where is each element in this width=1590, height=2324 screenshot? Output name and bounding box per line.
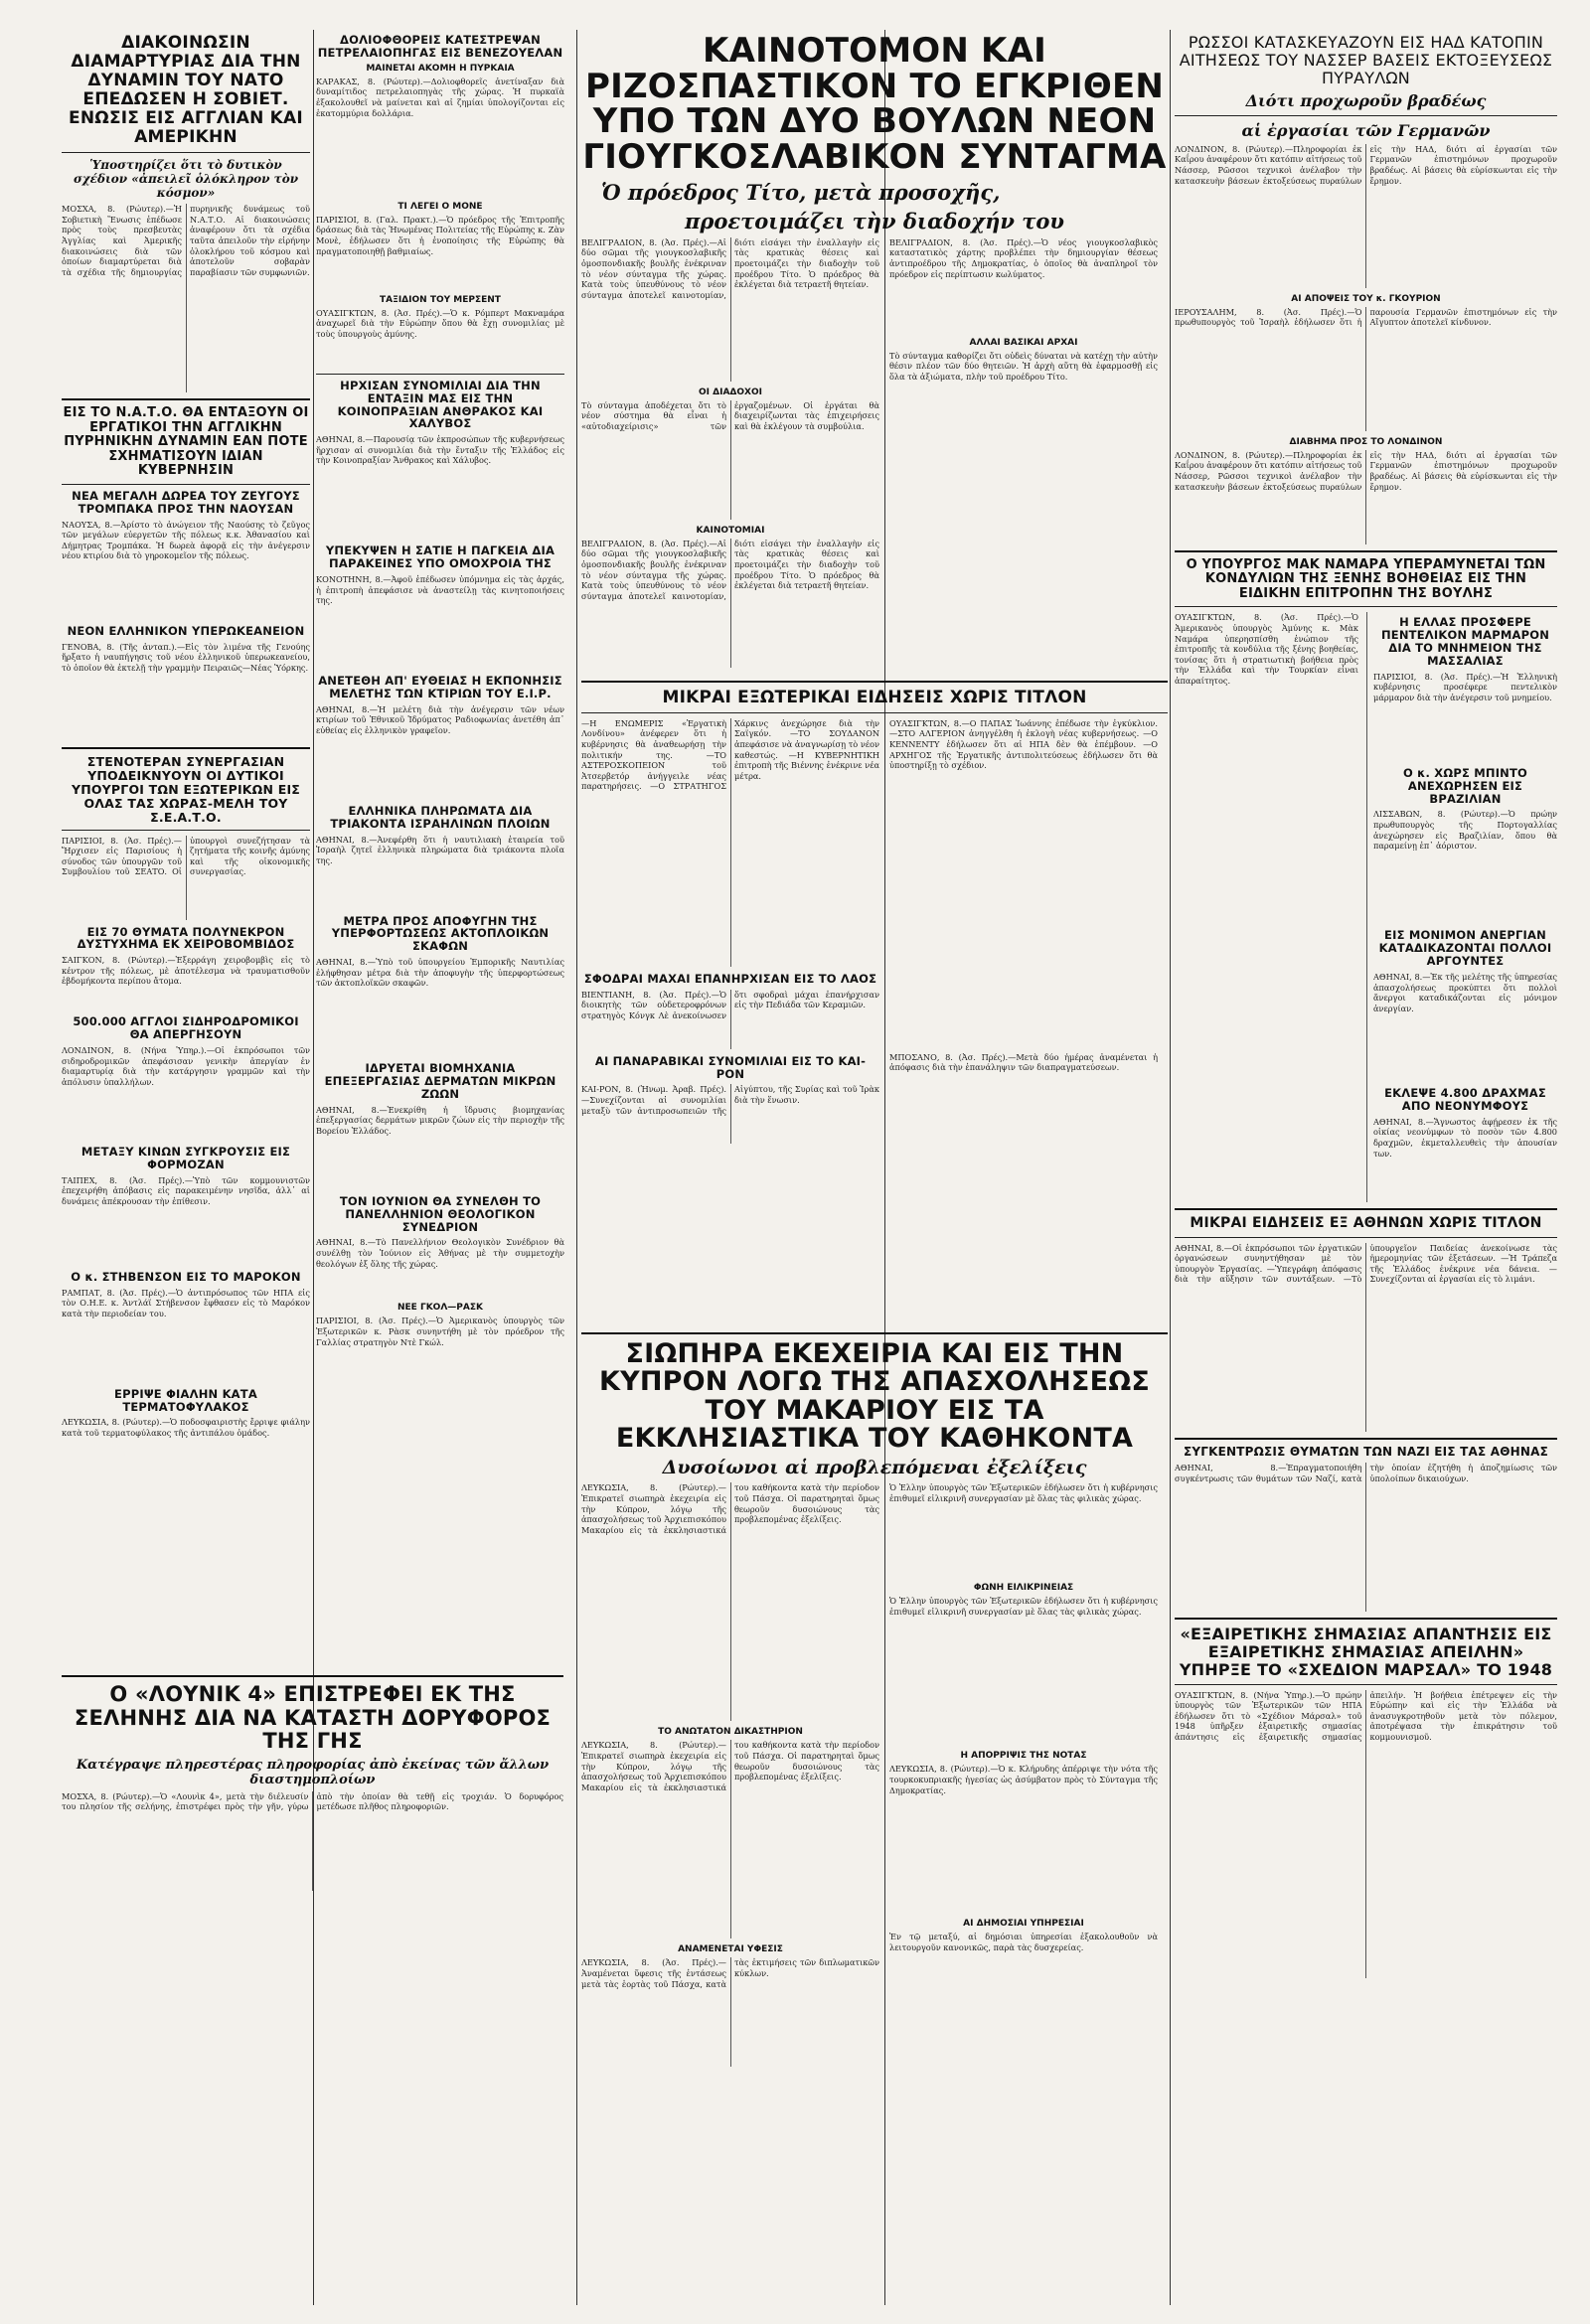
article-body: ΑΘΗΝΑΙ, 8.—Ἐνεκρίθη ἡ ἵδρυσις βιομηχανίας ἐπεξεργασίας δερμάτων μικρῶν ζώων εἰς τὴν περιοχὴν τῆς Βορείου Ἑλλάδος. xyxy=(316,1104,564,1136)
headline-unemployment: ΕΙΣ ΜΟΝΙΜΟΝ ΑΝΕΡΓΙΑΝ ΚΑΤΑΔΙΚΑΖΟΝΤΑΙ ΠΟΛΛΟΙ ΑΡΓΟΥΝΤΕΣ xyxy=(1378,928,1552,969)
headline-foreign-briefs: ΜΙΚΡΑΙ ΕΞΩΤΕΡΙΚΑΙ ΕΙΔΗΣΕΙΣ ΧΩΡΙΣ ΤΙΤΛΟΝ xyxy=(662,687,1087,707)
article-body: ΚΑΙ-ΡΟΝ, 8. (Ἡνωμ. Ἀραβ. Πρές).—Συνεχίζονται αἱ συνομιλίαι μεταξὺ τῶν ἀντιπροσωπειῶν τῆς Αἰγύπτου, τῆς Συρίας καὶ τοῦ Ἰρὰκ διὰ τὴν ἕνωσιν. xyxy=(581,1084,879,1116)
headline-yugoslav-constitution: ΚΑΙΝΟΤΟΜΟΝ ΚΑΙ ΡΙΖΟΣΠΑΣΤΙΚΟΝ ΤΟ ΕΓΚΡΙΘΕΝ ΥΠΟ ΤΩΝ ΔΥΟ ΒΟΥΛΩΝ ΝΕΟΝ ΓΙΟΥΓΚΟΣΛΑΒΙΚΟΝ ΣΥΝΤΑΓΜΑ xyxy=(582,31,1167,178)
headline-venezuela-sabotage: ΔΟΛΙΟΦΘΟΡΕΙΣ ΚΑΤΕΣΤΡΕΨΑΝ ΠΕΤΡΕΛΑΙΟΠΗΓΑΣ ΕΙΣ ΒΕΝΕΖΟΥΕΛΑΝ xyxy=(317,33,563,60)
column-rule xyxy=(313,30,314,2305)
article-body: ΑΘΗΝΑΙ, 8.—Ἐπραγματοποιήθη συγκέντρωσις τῶν θυμάτων τῶν Ναζί, κατὰ τὴν ὁποίαν ἐζητήθη ἡ ἀποζημίωσις τῶν ὑπολοίπων δικαιούχων. xyxy=(1175,1462,1557,1483)
divider xyxy=(1175,1684,1557,1685)
divider xyxy=(1175,1438,1557,1440)
briefs-columns xyxy=(581,718,1168,1151)
section-heading: Η ΑΠΟΡΡΙΨΙΣ ΤΗΣ ΝΟΤΑΣ xyxy=(960,1751,1087,1762)
cyprus-article xyxy=(581,1326,1168,2087)
section-heading: ΝΕΕ ΓΚΟΛ—ΡΑΣΚ xyxy=(398,1303,483,1314)
headline-grenade-accident: ΕΙΣ 70 ΘΥΜΑΤΑ ΠΟΛΥΝΕΚΡΟΝ ΔΥΣΤΥΧΗΜΑ ΕΚ ΧΕΙΡΟΒΟΜΒΙΔΟΣ xyxy=(77,924,295,952)
divider xyxy=(1175,1208,1557,1210)
headline-seato: ΣΤΕΝΟΤΕΡΑΝ ΣΥΝΕΡΓΑΣΙΑΝ ΥΠΟΔΕΙΚΝΥΟΥΝ ΟΙ ΔΥΤΙΚΟΙ ΥΠΟΥΡΓΟΙ ΤΩΝ ΕΞΩΤΕΡΙΚΩΝ ΕΙΣ ΟΛΑΣ ΤΑΣ ΧΩΡΑΣ-ΜΕΛΗ ΤΟΥ Σ.Ε.Α.Τ.Ο. xyxy=(71,753,301,825)
column-rule xyxy=(576,30,577,2305)
section-heading: ΤΙ ΛΕΓΕΙ Ο ΜΟΝΕ xyxy=(398,201,483,212)
subheadline: Ὑποστηρίζει ὅτι τὸ δυτικὸν σχέδιον «ἀπειλεῖ ὁλόκληρον τὸν κόσμον» xyxy=(73,158,299,201)
article-body: ΛΙΣΣΑΒΩΝ, 8. (Ρώυτερ).—Ὁ πρώην πρωθυπουργὸς τῆς Πορτογαλλίας ἀνεχώρησεν εἰς Βραζιλίαν, ὅπου θὰ παραμείνῃ ἐπ᾽ ἀόριστον. xyxy=(1373,809,1557,852)
article-body: ΛΟΝΔΙΝΟΝ, 8. (Ρώυτερ).—Πληροφορίαι ἐκ Καΐρου ἀναφέρουν ὅτι κατόπιν αἰτήσεως τοῦ Νάσσερ, Ρῶσσοι τεχνικοὶ ἀνέλαβον τὴν κατασκευὴν βάσεων ἐκτοξεύσεως πυραύλων εἰς τὴν ΗΑΔ, διότι αἱ ἐργασίαι τῶν Γερμανῶν ἐπιστημόνων προχωροῦν βραδέως. Αἱ βάσεις θὰ εὑρίσκωνται εἰς τὴν ἔρημον. xyxy=(1175,143,1557,186)
lead-article-columns xyxy=(581,237,1168,675)
headline-mcnamara-aid: Ο ΥΠΟΥΡΓΟΣ ΜΑΚ ΝΑΜΑΡΑ ΥΠΕΡΑΜΥΝΕΤΑΙ ΤΩΝ ΚΟΝΔΥΛΙΩΝ ΤΗΣ ΞΕΝΗΣ ΒΟΗΘΕΙΑΣ ΕΙΣ ΤΗΝ ΕΙΔΙΚΗΝ ΕΠΙΤΡΟΠΗΝ ΤΗΣ ΒΟΥΛΗΣ xyxy=(1186,556,1546,601)
article-body: ΠΑΡΙΣΙΟΙ, 8. (Ἀσ. Πρές).—Ἡ Ἑλληνικὴ κυβέρνησις προσέφερε πεντελικὸν μάρμαρον διὰ τὴν ἀνέγερσιν τοῦ μνημείου. xyxy=(1373,671,1557,703)
column-5 xyxy=(1175,30,1557,2310)
article-body: ΟΥΑΣΙΓΚΤΩΝ, 8. (Νήνα Ὑπηρ.).—Ὁ πρώην ὑπουργὸς τῶν Ἐξωτερικῶν τῶν ΗΠΑ ἐδήλωσεν ὅτι τὸ «Σχέδιον Μάρσαλ» τοῦ 1948 ὑπῆρξεν ἐξαιρετικῆς σημασίας ἀπάντησις εἰς ἐξαιρετικῆς σημασίας ἀπειλήν. Ἡ βοήθεια ἐπέτρεψεν εἰς τὴν Εὐρώπην καὶ εἰς τὴν Ἑλλάδα νὰ ἀνασυγκροτηθοῦν μετὰ τὸν πόλεμον, ἀποτρέψασα τὴν ἐπικράτησιν τοῦ κομμουνισμοῦ. xyxy=(1175,1689,1557,1743)
section-heading: ΤΑΞΙΔΙΟΝ ΤΟΥ ΜΕΡΣΕΝΤ xyxy=(380,294,501,305)
article-body: ΠΑΡΙΣΙΟΙ, 8. (Ἀσ. Πρές).—Ἤρχισεν εἰς Παρισίους ἡ σύνοδος τῶν ὑπουργῶν τοῦ Συμβουλίου τοῦ ΣΕΑΤΟ. Οἱ ὑπουργοὶ συνεζήτησαν τὰ ζητήματα τῆς κοινῆς ἀμύνης καὶ τῆς οἰκονομικῆς συνεργασίας. xyxy=(62,835,310,877)
column-2 xyxy=(316,30,564,1659)
article-body: ΝΑΟΥΣΑ, 8.—Ἀρίστο τὸ ἀνώγειον τῆς Ναούσης τὸ ζεῦγος τῶν μεγάλων εὐεργετῶν τῆς πόλεως κ.κ. Ἀθανασίου καὶ Δήμητρας Τρομπάκα. Ἡ δωρεὰ ἀφορᾷ εἰς τὴν ἀνέγερσιν νέου κτιρίου διὰ τὸ γηροκομεῖον τῆς πόλεως. xyxy=(62,519,310,561)
lunik-article xyxy=(62,1669,563,1897)
article-body: ΛΟΝΔΙΝΟΝ, 8. (Ρώυτερ).—Πληροφορίαι ἐκ Καΐρου ἀναφέρουν ὅτι κατόπιν αἰτήσεως τοῦ Νάσσερ, Ρῶσσοι τεχνικοὶ ἀνέλαβον τὴν κατασκευὴν βάσεων ἐκτοξεύσεως πυραύλων εἰς τὴν ΗΑΔ, διότι αἱ ἐργασίαι τῶν Γερμανῶν ἐπιστημόνων προχωροῦν βραδέως. Αἱ βάσεις θὰ εὑρίσκωνται εἰς τὴν ἔρημον. xyxy=(1175,449,1557,492)
article-body: ΑΘΗΝΑΙ, 8.—Οἱ ἐκπρόσωποι τῶν ἐργατικῶν ὀργανώσεων συνηντήθησαν μὲ τὸν ὑπουργὸν Ἐργασίας. —Ὑπεγράφη ἀπόφασις διὰ τὴν αὔξησιν τῶν συντάξεων. —Τὸ ὑπουργεῖον Παιδείας ἀνεκοίνωσε τὰς ἡμερομηνίας τῶν ἐξετάσεων. —Ἡ Τράπεζα τῆς Ἑλλάδος ἐνέκρινε νέα δάνεια. —Συνεχίζονται αἱ ἐργασίαι εἰς τὸ λιμάνι. xyxy=(1175,1242,1557,1285)
article-body: ΑΘΗΝΑΙ, 8.—Τὸ Πανελλήνιον Θεολογικὸν Συνέδριον θὰ συνέλθῃ τὸν Ἰούνιον εἰς Ἀθήνας μὲ τὴν συμμετοχὴν θεολόγων ἐξ ὅλης τῆς χώρας. xyxy=(316,1237,564,1269)
article-body: ΛΕΥΚΩΣΙΑ, 8. (Ρώυτερ).—Ὁ κ. Κλήρυδης ἀπέρριψε τὴν νότα τῆς τουρκοκυπριακῆς ἡγεσίας ὡς ἀσύμβατον πρὸς τὸ Σύνταγμα τῆς Δημοκρατίας. xyxy=(889,1764,1158,1795)
briefs-right xyxy=(889,718,1158,1151)
headline-leather-industry: ΙΔΡΥΕΤΑΙ ΒΙΟΜΗΧΑΝΙΑ ΕΠΕΞΕΡΓΑΣΙΑΣ ΔΕΡΜΑΤΩΝ ΜΙΚΡΩΝ ΖΩΩΝ xyxy=(324,1061,556,1101)
divider xyxy=(62,398,310,400)
article-body: ΚΑΡΑΚΑΣ, 8. (Ρώυτερ).—Δολιοφθορεῖς ἀνετίναξαν διὰ δυναμίτιδος πετρελαιοπηγὰς τῆς χώρας. Ἡ πυρκαϊὰ ἐξακολουθεῖ νὰ μαίνεται καὶ αἱ ζημίαι ὑπολογίζονται εἰς ἑκατομμύρια δολλάρια. xyxy=(316,76,564,118)
divider xyxy=(62,747,310,749)
divider xyxy=(62,152,310,153)
divider xyxy=(581,712,1168,713)
article-body: ΑΘΗΝΑΙ, 8.—Ἡ μελέτη διὰ τὴν ἀνέγερσιν τῶν νέων κτιρίων τοῦ Ἐθνικοῦ Ἱδρύματος Ραδιοφωνίας ἀνετέθη ἀπ᾽ εὐθείας εἰς ἑλληνικὸν γραφεῖον. xyxy=(316,703,564,735)
lead-column-right xyxy=(889,237,1158,675)
article-body: ΛΕΥΚΩΣΙΑ, 8. (Ρώυτερ).—Ἐπικρατεῖ σιωπηρὰ ἐκεχειρία εἰς τὴν Κύπρον, λόγῳ τῆς ἀπασχολήσεως τοῦ Ἀρχιεπισκόπου Μακαρίου εἰς τὰ ἐκκλησιαστικά του καθήκοντα κατὰ τὴν περίοδον τοῦ Πάσχα. Οἱ παρατηρηταὶ ὅμως θεωροῦν δυσοιώνους τὰς προβλεπομένας ἐξελίξεις. xyxy=(581,1482,879,1535)
cyprus-left xyxy=(581,1482,879,2087)
divider xyxy=(316,374,564,375)
article-body: ΛΕΥΚΩΣΙΑ, 8. (Ρώυτερ).—Ὁ ποδοσφαιριστὴς ἔρριψε φιάλην κατὰ τοῦ τερματοφύλακος τῆς ἀντιπάλου ὁμάδος. xyxy=(62,1417,310,1439)
briefs-left xyxy=(581,718,879,1151)
article-body: ΜΟΣΧΑ, 8. (Ρώυτερ).—Ἡ Σοβιετικὴ Ἕνωσις ἐπέδωσε πρὸς τοὺς πρεσβευτὰς Ἀγγλίας καὶ Ἀμερικῆς διακοινώσεις διὰ τῶν ὁποίων διαμαρτύρεται διὰ τὰ σχέδια τῆς δημιουργίας πυρηνικῆς δυνάμεως τοῦ Ν.Α.Τ.Ο. Αἱ διακοινώσεις ἀναφέρουν ὅτι τὰ σχέδια ταῦτα ἀπειλοῦν τὴν εἰρήνην ὁλοκλήρου τοῦ κόσμου καὶ ἀποτελοῦν σοβαρὰν παραβίασιν τῶν συμφωνιῶν. xyxy=(62,204,310,277)
headline-ship-overload: ΜΕΤΡΑ ΠΡΟΣ ΑΠΟΦΥΓΗΝ ΤΗΣ ΥΠΕΡΦΟΡΤΩΣΕΩΣ ΑΚΤΟΠΛΟΙΚΩΝ ΣΚΑΦΩΝ xyxy=(331,913,550,954)
headline-marshall-plan: «ΕΞΑΙΡΕΤΙΚΗΣ ΣΗΜΑΣΙΑΣ ΑΠΑΝΤΗΣΙΣ ΕΙΣ ΕΞΑΙΡΕΤΙΚΗΣ ΣΗΜΑΣΙΑΣ ΑΠΕΙΛΗΝ» ΥΠΗΡΞΕ ΤΟ «ΣΧΕΔΙΟΝ ΜΑΡΣΑΛ» ΤΟ 1948 xyxy=(1179,1624,1553,1679)
article-body: ΛΕΥΚΩΣΙΑ, 8. (Ρώυτερ).—Ἐπικρατεῖ σιωπηρὰ ἐκεχειρία εἰς τὴν Κύπρον, λόγῳ τῆς ἀπασχολήσεως τοῦ Ἀρχιεπισκόπου Μακαρίου εἰς τὰ ἐκκλησιαστικά του καθήκοντα κατὰ τὴν περίοδον τοῦ Πάσχα. Οἱ παρατηρηταὶ ὅμως θεωροῦν δυσοιώνους τὰς προβλεπομένας ἐξελίξεις. xyxy=(581,1740,879,1792)
divider xyxy=(62,830,310,831)
article-body: ΙΕΡΟΥΣΑΛΗΜ, 8. (Ἀσ. Πρές).—Ὁ πρωθυπουργὸς τοῦ Ἰσραὴλ ἐδήλωσεν ὅτι ἡ παρουσία Γερμανῶν ἐπιστημόνων εἰς τὴν Αἴγυπτον ἀποτελεῖ κίνδυνον. xyxy=(1175,306,1557,328)
article-body: ΛΕΥΚΩΣΙΑ, 8. (Ἀσ. Πρές).—Ἀναμένεται ὕφεσις τῆς ἐντάσεως μετὰ τὰς ἑορτὰς τοῦ Πάσχα, κατὰ τὰς ἐκτιμήσεις τῶν διπλωματικῶν κύκλων. xyxy=(581,1957,879,1989)
col5-left xyxy=(1175,612,1358,1202)
subheadline: Δυσοίωνοι αἱ προβλεπόμεναι ἐξελίξεις xyxy=(662,1457,1087,1479)
subheadline: Κατέγραψε πληρεστέρας πληροφορίας ἀπὸ ἐκείνας τῶν ἄλλων διαστημοπλοίων xyxy=(76,1757,550,1787)
headline-coal-steel: ΗΡΧΙΣΑΝ ΣΥΝΟΜΙΛΙΑΙ ΔΙΑ ΤΗΝ ΕΝΤΑΞΙΝ ΜΑΣ ΕΙΣ ΤΗΝ ΚΟΙΝΟΠΡΑΞΙΑΝ ΑΝΘΡΑΚΟΣ ΚΑΙ ΧΑΛΥΒΟΣ xyxy=(337,378,544,431)
section-heading: ΑΝΑΜΕΝΕΤΑΙ ΥΦΕΣΙΣ xyxy=(678,1944,783,1955)
divider xyxy=(62,484,310,485)
article-body: Τὸ σύνταγμα καθορίζει ὅτι οὐδεὶς δύναται νὰ κατέχῃ τὴν αὐτὴν θέσιν πλέον τῶν δύο θητειῶν. Ἡ ἀρχὴ αὕτη θὰ ἐφαρμοσθῇ εἰς ὅλα τὰ ἀξιώματα, πλὴν τοῦ προέδρου Τίτο. xyxy=(889,350,1158,382)
divider xyxy=(62,1675,563,1677)
headline-formosa-clash: ΜΕΤΑΞΥ ΚΙΝΩΝ ΣΥΓΚΡΟΥΣΙΣ ΕΙΣ ΦΟΡΜΟΖΑΝ xyxy=(80,1145,291,1171)
headline-laos-battles: ΣΦΟΔΡΑΙ ΜΑΧΑΙ ΕΠΑΝΗΡΧΙΣΑΝ ΕΙΣ ΤΟ ΛΑΟΣ xyxy=(583,971,877,986)
headline-rail-strike: 500.000 ΑΓΓΛΟΙ ΣΙΔΗΡΟΔΡΟΜΙΚΟΙ ΘΑ ΑΠΕΡΓΗΣΟΥΝ xyxy=(73,1014,299,1042)
headline-nazi-victims: ΣΥΓΚΕΝΤΡΩΣΙΣ ΘΥΜΑΤΩΝ ΤΩΝ ΝΑΖΙ ΕΙΣ ΤΑΣ ΑΘΗΝΑΣ xyxy=(1183,1444,1549,1459)
headline-theft-newlyweds: ΕΚΛΕΨΕ 4.800 ΔΡΑΧΜΑΣ ΑΠΟ ΝΕΟΝΥΜΦΟΥΣ xyxy=(1384,1086,1546,1113)
cyprus-right xyxy=(889,1482,1158,2087)
headline-theological-congress: ΤΟΝ ΙΟΥΝΙΟΝ ΘΑ ΣΥΝΕΛΘΗ ΤΟ ΠΑΝΕΛΛΗΝΙΟΝ ΘΕΟΛΟΓΙΚΟΝ ΣΥΝΕΔΡΙΟΝ xyxy=(339,1193,542,1234)
subheadline: αἱ ἐργασίαι τῶν Γερμανῶν xyxy=(1241,120,1491,140)
headline-soviet-missile-bases: ΡΩΣΣΟΙ ΚΑΤΑΣΚΕΥΑΖΟΥΝ ΕΙΣ ΗΑΔ ΚΑΤΟΠΙΝ ΑΙΤΗΣΕΩΣ ΤΟΥ ΝΑΣΣΕΡ ΒΑΣΕΙΣ ΕΚΤΟΞΕΥΣΕΩΣ ΠΥΡΑΥΛΩΝ xyxy=(1179,33,1553,87)
section-heading: ΑΙ ΔΗΜΟΣΙΑΙ ΥΠΗΡΕΣΙΑΙ xyxy=(963,1919,1084,1930)
subheadline: Διότι προχωροῦν βραδέως xyxy=(1245,90,1487,110)
article-body: ΒΕΛΙΓΡΑΔΙΟΝ, 8. (Ἀσ. Πρές).—Αἱ δύο σῶμαι τῆς γιουγκοσλαβικῆς ὁμοσπονδιακῆς βουλῆς ἐνέκριναν τὸ νέον σύνταγμα τῆς χώρας. Κατὰ τοὺς ὑπευθύνους τὸ νέον σύνταγμα ἀποτελεῖ καινοτομίαν, διότι εἰσάγει τὴν ἐναλλαγὴν εἰς τὰς κρατικὰς θέσεις καὶ προετοιμάζει τὴν διαδοχὴν τοῦ προέδρου Τίτο. Ὁ πρόεδρος θὰ ἐκλέγεται διὰ τετραετῆ θητείαν. xyxy=(581,538,879,601)
article-body: Ὁ Ἑλλην ὑπουργὸς τῶν Ἐξωτερικῶν ἐδήλωσεν ὅτι ἡ κυβέρνησις ἐπιθυμεῖ εἰλικρινῆ συνεργασίαν μὲ ὅλας τὰς φιλικὰς χώρας. xyxy=(889,1482,1158,1503)
article-body: ΛΟΝΔΙΝΟΝ, 8. (Νήνα Ὑπηρ.).—Οἱ ἐκπρόσωποι τῶν σιδηροδρομικῶν ἀπεφάσισαν γενικὴν ἀπεργίαν ἐν διαμαρτυρίᾳ διὰ τὴν κατάργησιν γραμμῶν καὶ τὴν ἀπόλυσιν ὑπαλλήλων. xyxy=(62,1045,310,1087)
section-heading: ΚΑΙΝΟΤΟΜΙΑΙ xyxy=(696,525,765,536)
subheadline: ΜΑΙΝΕΤΑΙ ΑΚΟΜΗ Η ΠΥΡΚΑΙΑ xyxy=(366,63,515,74)
article-body: ΑΘΗΝΑΙ, 8.—Ὑπὸ τοῦ ὑπουργείου Ἐμπορικῆς Ναυτιλίας ἐλήφθησαν μέτρα διὰ τὴν ἀποφυγὴν τῆς ὑπερφορτώσεως τῶν ἀκτοπλοϊκῶν σκαφῶν. xyxy=(316,957,564,989)
article-body: ΑΘΗΝΑΙ, 8.—Ἐκ τῆς μελέτης τῆς ὑπηρεσίας ἀπασχολήσεως προκύπτει ὅτι πολλοὶ ἄνεργοι καταδικάζονται εἰς μόνιμον ἀνεργίαν. xyxy=(1373,972,1557,1013)
subheadline: προετοιμάζει τὴν διαδοχήν του xyxy=(685,208,1064,233)
divider xyxy=(581,681,1168,683)
headline-israeli-ships: ΕΛΛΗΝΙΚΑ ΠΛΗΡΩΜΑΤΑ ΔΙΑ ΤΡΙΑΚΟΝΤΑ ΙΣΡΑΗΛΙΝΩΝ ΠΛΟΙΩΝ xyxy=(330,803,551,831)
section-heading: ΑΛΛΑΙ ΒΑΣΙΚΑΙ ΑΡΧΑΙ xyxy=(969,337,1078,348)
article-body: ΡΑΜΠΑΤ, 8. (Ἀσ. Πρές).—Ὁ ἀντιπρόσωπος τῶν ΗΠΑ εἰς τὸν Ο.Η.Ε. κ. Ἀντλάϊ Στήβενσον ἔφθασεν εἰς τὸ Μαρόκον κατὰ τὴν περιοδείαν του. xyxy=(62,1287,310,1318)
article-body: ΟΥΑΣΙΓΚΤΩΝ, 8. (Ἀσ. Πρές).—Ὁ κ. Ρόμπερτ Μακναμάρα ἀναχωρεῖ διὰ τὴν Εὐρώπην ὅπου θὰ ἔχῃ συνομιλίας μὲ τοὺς ὑπουργοὺς ἀμύνης. xyxy=(316,307,564,339)
headline-pentelic-marble: Η ΕΛΛΑΣ ΠΡΟΣΦΕΡΕ ΠΕΝΤΕΛΙΚΟΝ ΜΑΡΜΑΡΟΝ ΔΙΑ ΤΟ ΜΝΗΜΕΙΟΝ ΤΗΣ ΜΑΣΣΑΛΙΑΣ xyxy=(1380,615,1550,668)
divider xyxy=(1175,550,1557,552)
column-1 xyxy=(62,30,310,2310)
article-body: ΟΥΑΣΙΓΚΤΩΝ, 8. (Ἀσ. Πρές).—Ὁ Ἀμερικανὸς ὑπουργὸς Ἀμύνης κ. Μὰκ Ναμάρα ὑπερησπίσθη ἐνώπιον τῆς ἐπιτροπῆς τὰ κονδύλια τῆς ξένης βοηθείας, τονίσας ὅτι ἡ στρατιωτικὴ βοήθεια πρὸς τὴν Ἑλλάδα καὶ τὴν Τουρκίαν εἶναι ἀπαραίτητος. xyxy=(1175,612,1358,686)
headline-pinto-brazil: Ο κ. ΧΩΡΣ ΜΠΙΝΤΟ ΑΝΕΧΩΡΗΣΕΝ ΕΙΣ ΒΡΑΖΙΛΙΑΝ xyxy=(1402,765,1528,806)
headline-cyprus-truce: ΣΙΩΠΗΡΑ ΕΚΕΧΕΙΡΙΑ ΚΑΙ ΕΙΣ ΤΗΝ ΚΥΠΡΟΝ ΛΟΓΩ ΤΗΣ ΑΠΑΣΧΟΛΗΣΕΩΣ ΤΟΥ ΜΑΚΑΡΙΟΥ ΕΙΣ ΤΑ ΕΚΚΛΗΣΙΑΣΤΙΚΑ ΤΟΥ ΚΑΘΗΚΟΝΤΑ xyxy=(598,1338,1151,1455)
article-body: ΑΘΗΝΑΙ, 8.—Ἄγνωστος ἀφῄρεσεν ἐκ τῆς οἰκίας νεονύμφων τὸ ποσὸν τῶν 4.800 δραχμῶν, ἐκμεταλλευθεὶς τὴν ἀπουσίαν των. xyxy=(1373,1116,1557,1159)
subheadline: Ὁ πρόεδρος Τίτο, μετὰ προσοχῆς, xyxy=(601,179,1001,205)
article-body: Ὁ Ἑλλην ὑπουργὸς τῶν Ἐξωτερικῶν ἐδήλωσεν ὅτι ἡ κυβέρνησις ἐπιθυμεῖ εἰλικρινῆ συνεργασίαν μὲ ὅλας τὰς φιλικὰς χώρας. xyxy=(889,1596,1158,1617)
column-3 xyxy=(581,30,1168,1321)
article-body: ΑΘΗΝΑΙ, 8.—Ἀνεφέρθη ὅτι ἡ ναυτιλιακὴ ἑταιρεία τοῦ Ἰσραὴλ ζητεῖ ἑλληνικὰ πληρώματα διὰ τριάκοντα πλοῖα της. xyxy=(316,834,564,865)
article-body: ΟΥΑΣΙΓΚΤΩΝ, 8.—Ο ΠΑΠΑΣ Ἰωάννης ἐπέδωσε τὴν ἐγκύκλιον. —ΣΤΟ ΑΛΓΕΡΙΟΝ ἀνηγγέλθη ἡ ἐκλογὴ νέας κυβερνήσεως. —Ο ΚΕΝΝΕΝΤΥ ἐδήλωσεν ὅτι αἱ ΗΠΑ δὲν θὰ ἐπέμβουν. —Ο ΑΡΧΗΓΟΣ τῆς Ἐργατικῆς ἀντιπολιτεύσεως ἐδήλωσεν ὅτι θὰ ὑποστηρίξῃ τὸ σχέδιον. xyxy=(889,717,1158,771)
col5-right xyxy=(1366,612,1557,1202)
cyprus-columns xyxy=(581,1482,1168,2087)
article-body: ΓΕΝΟΒΑ, 8. (Τῆς ἀνταπ.).—Εἰς τὸν λιμένα τῆς Γενούης ἤρξατο ἡ ναυπήγησις τοῦ νέου ἑλληνικοῦ ὑπερωκεανείου, τὸ ὁποῖον θὰ ἐκτελῇ τὴν γραμμὴν Πειραιῶς—Νέας Ὑόρκης. xyxy=(62,641,310,673)
section-heading: ΑΙ ΑΠΟΨΕΙΣ ΤΟΥ κ. ΓΚΟΥΡΙΟΝ xyxy=(1291,293,1441,304)
section-heading: ΦΩΝΗ ΕΙΛΙΚΡΙΝΕΙΑΣ xyxy=(973,1583,1074,1594)
article-body: ΜΠΟΣΑΝΟ, 8. (Ἀσ. Πρές).—Μετὰ δύο ἡμέρας ἀναμένεται ἡ ἀπόφασις διὰ τὴν ἐπανάληψιν τῶν διαπραγματεύσεων. xyxy=(889,1051,1158,1073)
article-body: ΑΘΗΝΑΙ, 8.—Παρουσίᾳ τῶν ἐκπροσώπων τῆς κυβερνήσεως ἤρχισαν αἱ συνομιλίαι διὰ τὴν ἔνταξιν τῆς Ἑλλάδος εἰς τὴν Κοινοπραξίαν Ἄνθρακος καὶ Χάλυβος. xyxy=(316,434,564,466)
section-heading: ΔΙΑΒΗΜΑ ΠΡΟΣ ΤΟ ΛΟΝΔΙΝΟΝ xyxy=(1289,436,1443,447)
article-body: —Η ΕΝΩΜΕΡΙΣ «Ἐργατικὴ Λονδίνου» ἀνέφερεν ὅτι ἡ κυβέρνησις θὰ ἀναθεωρήσῃ τὴν πολιτικήν της. —ΤΟ ΑΣΤΕΡΟΣΚΟΠΕΙΟΝ τοῦ Ἀτσερβετόρ ἀνήγγειλε νέας παρατηρήσεις. —Ο ΣΤΡΑΤΗΓΟΣ Χάρκινς ἀνεχώρησε διὰ τὴν Σαϊγκόν. —ΤΟ ΣΟΥΔΑΝΟΝ ἀπεφάσισε νὰ ἀναγνωρίσῃ τὸ νέον καθεστώς. —Η ΚΥΒΕΡΝΗΤΙΚΗ ἐπιτροπὴ τῆς Βιέννης ἐνέκρινε νέα μέτρα. xyxy=(581,717,879,792)
divider xyxy=(1175,115,1557,116)
article-body: ΒΙΕΝΤΙΑΝΗ, 8. (Ἀσ. Πρές).—Ὁ διοικητὴς τῶν οὐδετεροφρόνων στρατηγὸς Κόνγκ Λὲ ἀνεκοίνωσεν ὅτι σφοδραὶ μάχαι ἐπανήρχισαν εἰς τὴν Πεδιάδα τῶν Κεραμιῶν. xyxy=(581,989,879,1020)
headline-soviet-protest: ΔΙΑΚΟΙΝΩΣΙΝ ΔΙΑΜΑΡΤΥΡΙΑΣ ΔΙΑ ΤΗΝ ΔΥΝΑΜΙΝ ΤΟΥ ΝΑΤΟ ΕΠΕΔΩΣΕΝ Η ΣΟΒΙΕΤ. ΕΝΩΣΙΣ ΕΙΣ ΑΓΓΛΙΑΝ ΚΑΙ ΑΜΕΡΙΚΗΝ xyxy=(69,33,303,148)
headline-goalkeeper: ΕΡΡΙΨΕ ΦΙΑΛΗΝ ΚΑΤΑ ΤΕΡΜΑΤΟΦΥΛΑΚΟΣ xyxy=(114,1386,257,1414)
column-rule xyxy=(1170,30,1171,2305)
headline-satie: ΥΠΕΚΥΨΕΝ Η ΣΑΤΙΕ Η ΠΑΓΚΕΙΑ ΔΙΑ ΠΑΡΑΚΕΙΝΕΣ ΥΠΟ ΟΜΟΧΡΟΙΑ ΤΗΣ xyxy=(325,543,556,571)
article-body: ΠΑΡΙΣΙΟΙ, 8. (Γαλ. Πρακτ.).—Ὁ πρόεδρος τῆς Ἐπιτροπῆς δράσεως διὰ τὰς Ἡνωμένας Πολιτείας τῆς Εὐρώπης κ. Ζὰν Μονὲ, ἐδήλωσεν ὅτι ἡ ἐνοποίησις τῆς Εὐρώπης θὰ πραγματοποιηθῇ βαθμιαίως. xyxy=(316,214,564,256)
headline-eir-buildings: ΑΝΕΤΕΘΗ ΑΠ' ΕΥΘΕΙΑΣ Η ΕΚΠΟΝΗΣΙΣ ΜΕΛΕΤΗΣ ΤΩΝ ΚΤΙΡΙΩΝ ΤΟΥ Ε.Ι.Ρ. xyxy=(318,674,562,700)
article-body: Τὸ σύνταγμα ἀποδέχεται ὅτι τὸ νέον σύστημα θὰ εἶναι ἡ «αὐτοδιαχείρισις» τῶν ἐργαζομένων. Οἱ ἐργάται θὰ διαχειρίζωνται τὰς ἐπιχειρήσεις καὶ θὰ ἐκλέγουν τὰ συμβούλια. xyxy=(581,399,879,431)
article-body: ΠΑΡΙΣΙΟΙ, 8. (Ἀσ. Πρές).—Ὁ Ἀμερικανὸς ὑπουργὸς τῶν Ἐξωτερικῶν κ. Ρὰσκ συνηντήθη μὲ τὸν πρόεδρον τῆς Γαλλίας στρατηγὸν Ντὲ Γκώλ. xyxy=(316,1316,564,1347)
lead-column-left xyxy=(581,237,879,675)
headline-trompaka-donation: ΝΕΑ ΜΕΓΑΛΗ ΔΩΡΕΑ ΤΟΥ ΖΕΥΓΟΥΣ ΤΡΟΜΠΑΚΑ ΠΡΟΣ ΤΗΝ ΝΑΟΥΣΑΝ xyxy=(72,488,300,516)
section-heading: ΤΟ ΑΝΩΤΑΤΟΝ ΔΙΚΑΣΤΗΡΙΟΝ xyxy=(658,1727,803,1738)
article-body: ΒΕΛΙΓΡΑΔΙΟΝ, 8. (Ἀσ. Πρές).—Ὁ νέος γιουγκοσλαβικὸς καταστατικὸς χάρτης προβλέπει τὴν δημιουργίαν θέσεως ἀντιπροέδρου τῆς Δημοκρατίας, ὁ ὁποῖος θὰ ἀναπληροῖ τὸν πρόεδρον εἰς περίπτωσιν κωλύματος. xyxy=(889,236,1158,279)
headline-athens-briefs: ΜΙΚΡΑΙ ΕΙΔΗΣΕΙΣ ΕΞ ΑΘΗΝΩΝ ΧΩΡΙΣ ΤΙΤΛΟΝ xyxy=(1190,1214,1542,1231)
article-body: ΣΑΙΓΚΟΝ, 8. (Ρώυτερ).—Ἐξερράγη χειροβομβὶς εἰς τὸ κέντρον τῆς πόλεως, μὲ ἀποτέλεσμα νὰ τραυματισθοῦν ἑβδομήκοντα περίπου ἄτομα. xyxy=(62,955,310,987)
article-body: Ἐν τῷ μεταξύ, αἱ δημόσιαι ὑπηρεσίαι ἐξακολουθοῦν νὰ λειτουργοῦν κανονικῶς, παρὰ τὰς δυσχερείας. xyxy=(889,1932,1158,1952)
col5-split xyxy=(1175,612,1557,1202)
headline-ocean-liner: ΝΕΟΝ ΕΛΛΗΝΙΚΟΝ ΥΠΕΡΩΚΕΑΝΕΙΟΝ xyxy=(67,623,305,638)
headline-cairo-talks: ΑΙ ΠΑΝΑΡΑΒΙΚΑΙ ΣΥΝΟΜΙΛΙΑΙ ΕΙΣ ΤΟ ΚΑΙ-ΡΟΝ xyxy=(594,1053,867,1081)
divider xyxy=(581,1332,1168,1334)
headline-nato-labour: ΕΙΣ ΤΟ Ν.Α.Τ.Ο. ΘΑ ΕΝΤΑΞΟΥΝ ΟΙ ΕΡΓΑΤΙΚΟΙ ΤΗΝ ΑΓΓΛΙΚΗΝ ΠΥΡΗΝΙΚΗΝ ΔΥΝΑΜΙΝ ΕΑΝ ΠΟΤΕ ΣΧΗΜΑΤΙΣΟΥΝ ΙΔΙΑΝ ΚΥΒΕΡΝΗΣΙΝ xyxy=(63,405,309,479)
article-body: ΚΟΝΟΤΗΝΗ, 8.—Ἀφοῦ ἐπέδωσεν ὑπόμνημα εἰς τὰς ἀρχάς, ἡ ἐπιτροπὴ ἀπεφάσισε νὰ ἀναστείλῃ τὰς κινητοποιήσεις της. xyxy=(316,574,564,606)
section-heading: ΟΙ ΔΙΑΔΟΧΟΙ xyxy=(699,387,762,397)
divider xyxy=(1175,1618,1557,1620)
divider xyxy=(1175,1237,1557,1238)
article-body: ΒΕΛΙΓΡΑΔΙΟΝ, 8. (Ἀσ. Πρές).—Αἱ δύο σῶμαι τῆς γιουγκοσλαβικῆς ὁμοσπονδιακῆς βουλῆς ἐνέκριναν τὸ νέον σύνταγμα τῆς χώρας. Κατὰ τοὺς ὑπευθύνους τὸ νέον σύνταγμα ἀποτελεῖ καινοτομίαν, διότι εἰσάγει τὴν ἐναλλαγὴν εἰς τὰς κρατικὰς θέσεις καὶ προετοιμάζει τὴν διαδοχὴν τοῦ προέδρου Τίτο. Ὁ πρόεδρος θὰ ἐκλέγεται διὰ τετραετῆ θητείαν. xyxy=(581,236,879,300)
article-body: ΜΟΣΧΑ, 8. (Ρώυτερ).—Ὁ «Λουνὶκ 4», μετὰ τὴν διέλευσίν του πλησίον τῆς σελήνης, ἐπιστρέφει πρὸς τὴν γῆν, γύρω ἀπὸ τὴν ὁποίαν θὰ τεθῇ εἰς τροχιάν. Ὁ δορυφόρος μετέδωσε πλῆθος πληροφοριῶν. xyxy=(62,1790,563,1812)
headline-stevenson-morocco: Ο κ. ΣΤΗΒΕΝΣΟΝ ΕΙΣ ΤΟ ΜΑΡΟΚΟΝ xyxy=(71,1269,301,1284)
headline-lunik-4: Ο «ΛΟΥΝΙΚ 4» ΕΠΙΣΤΡΕΦΕΙ ΕΚ ΤΗΣ ΣΕΛΗΝΗΣ ΔΙΑ ΝΑ ΚΑΤΑΣΤΗ ΔΟΡΥΦΟΡΟΣ ΤΗΣ ΓΗΣ xyxy=(74,1682,552,1754)
divider xyxy=(1175,606,1557,607)
article-body: ΤΑΙΠΕΧ, 8. (Ἀσ. Πρές).—Ὑπὸ τῶν κομμουνιστῶν ἐπεχειρήθη ἀπόβασις εἰς παρακειμένην νησῖδα, ἀλλ᾽ αἱ δυνάμεις ἀπέκρουσαν τὴν ἐπίθεσιν. xyxy=(62,1174,310,1206)
